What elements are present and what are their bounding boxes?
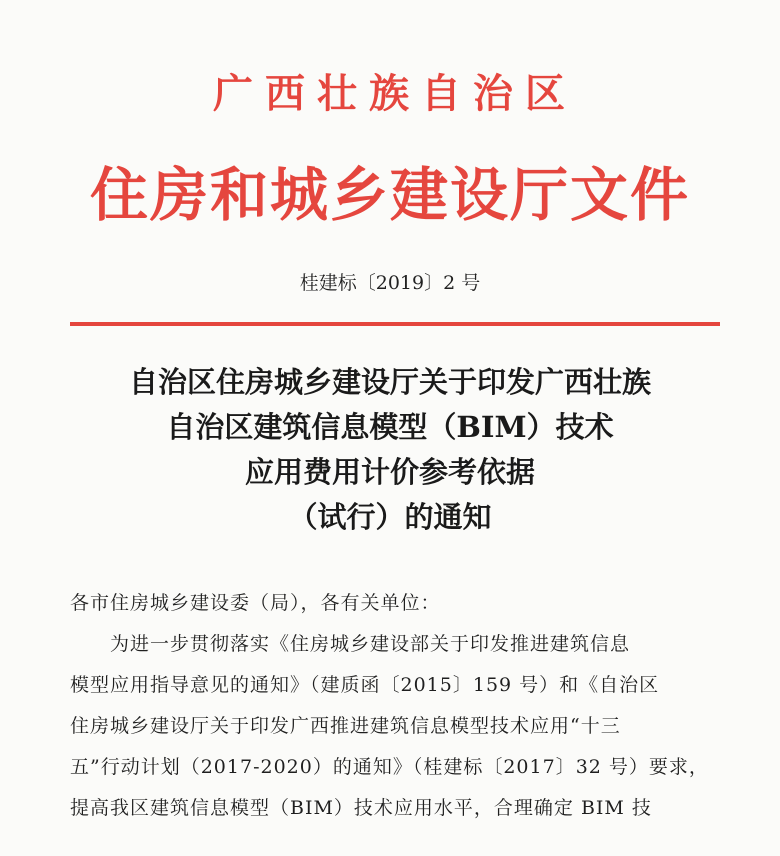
title-line: （试行）的通知 <box>288 500 492 534</box>
title-line: 自治区建筑信息模型（BIM）技术 <box>166 410 614 444</box>
document-title <box>0 360 780 540</box>
title-line: 自治区住房城乡建设厅关于印发广西壮族 <box>128 365 651 399</box>
issuer-department-header: 住房和城乡建设厅文件 <box>89 161 690 229</box>
body-line: 住房城乡建设厅关于印发广西推进建筑信息模型技术应用“十三 <box>70 715 621 737</box>
body-paragraph <box>70 624 720 829</box>
salutation: 各市住房城乡建设委（局），各有关单位： <box>70 592 441 614</box>
body-line: 模型应用指导意见的通知》（建质函〔2015〕159 号）和《自治区 <box>70 674 660 696</box>
body-line: 提高我区建筑信息模型（BIM）技术应用水平，合理确定 BIM 技 <box>70 797 652 819</box>
red-separator-line <box>70 322 720 326</box>
issuer-region-name: 广西壮族自治区 <box>213 70 577 117</box>
document-number: 桂建标〔2019〕2 号 <box>299 272 481 294</box>
title-line: 应用费用计价参考依据 <box>244 455 535 489</box>
body-line: 为进一步贯彻落实《住房城乡建设部关于印发推进建筑信息 <box>110 633 631 655</box>
body-line: 五”行动计划（2017-2020）的通知》（桂建标〔2017〕32 号）要求， <box>70 756 709 778</box>
